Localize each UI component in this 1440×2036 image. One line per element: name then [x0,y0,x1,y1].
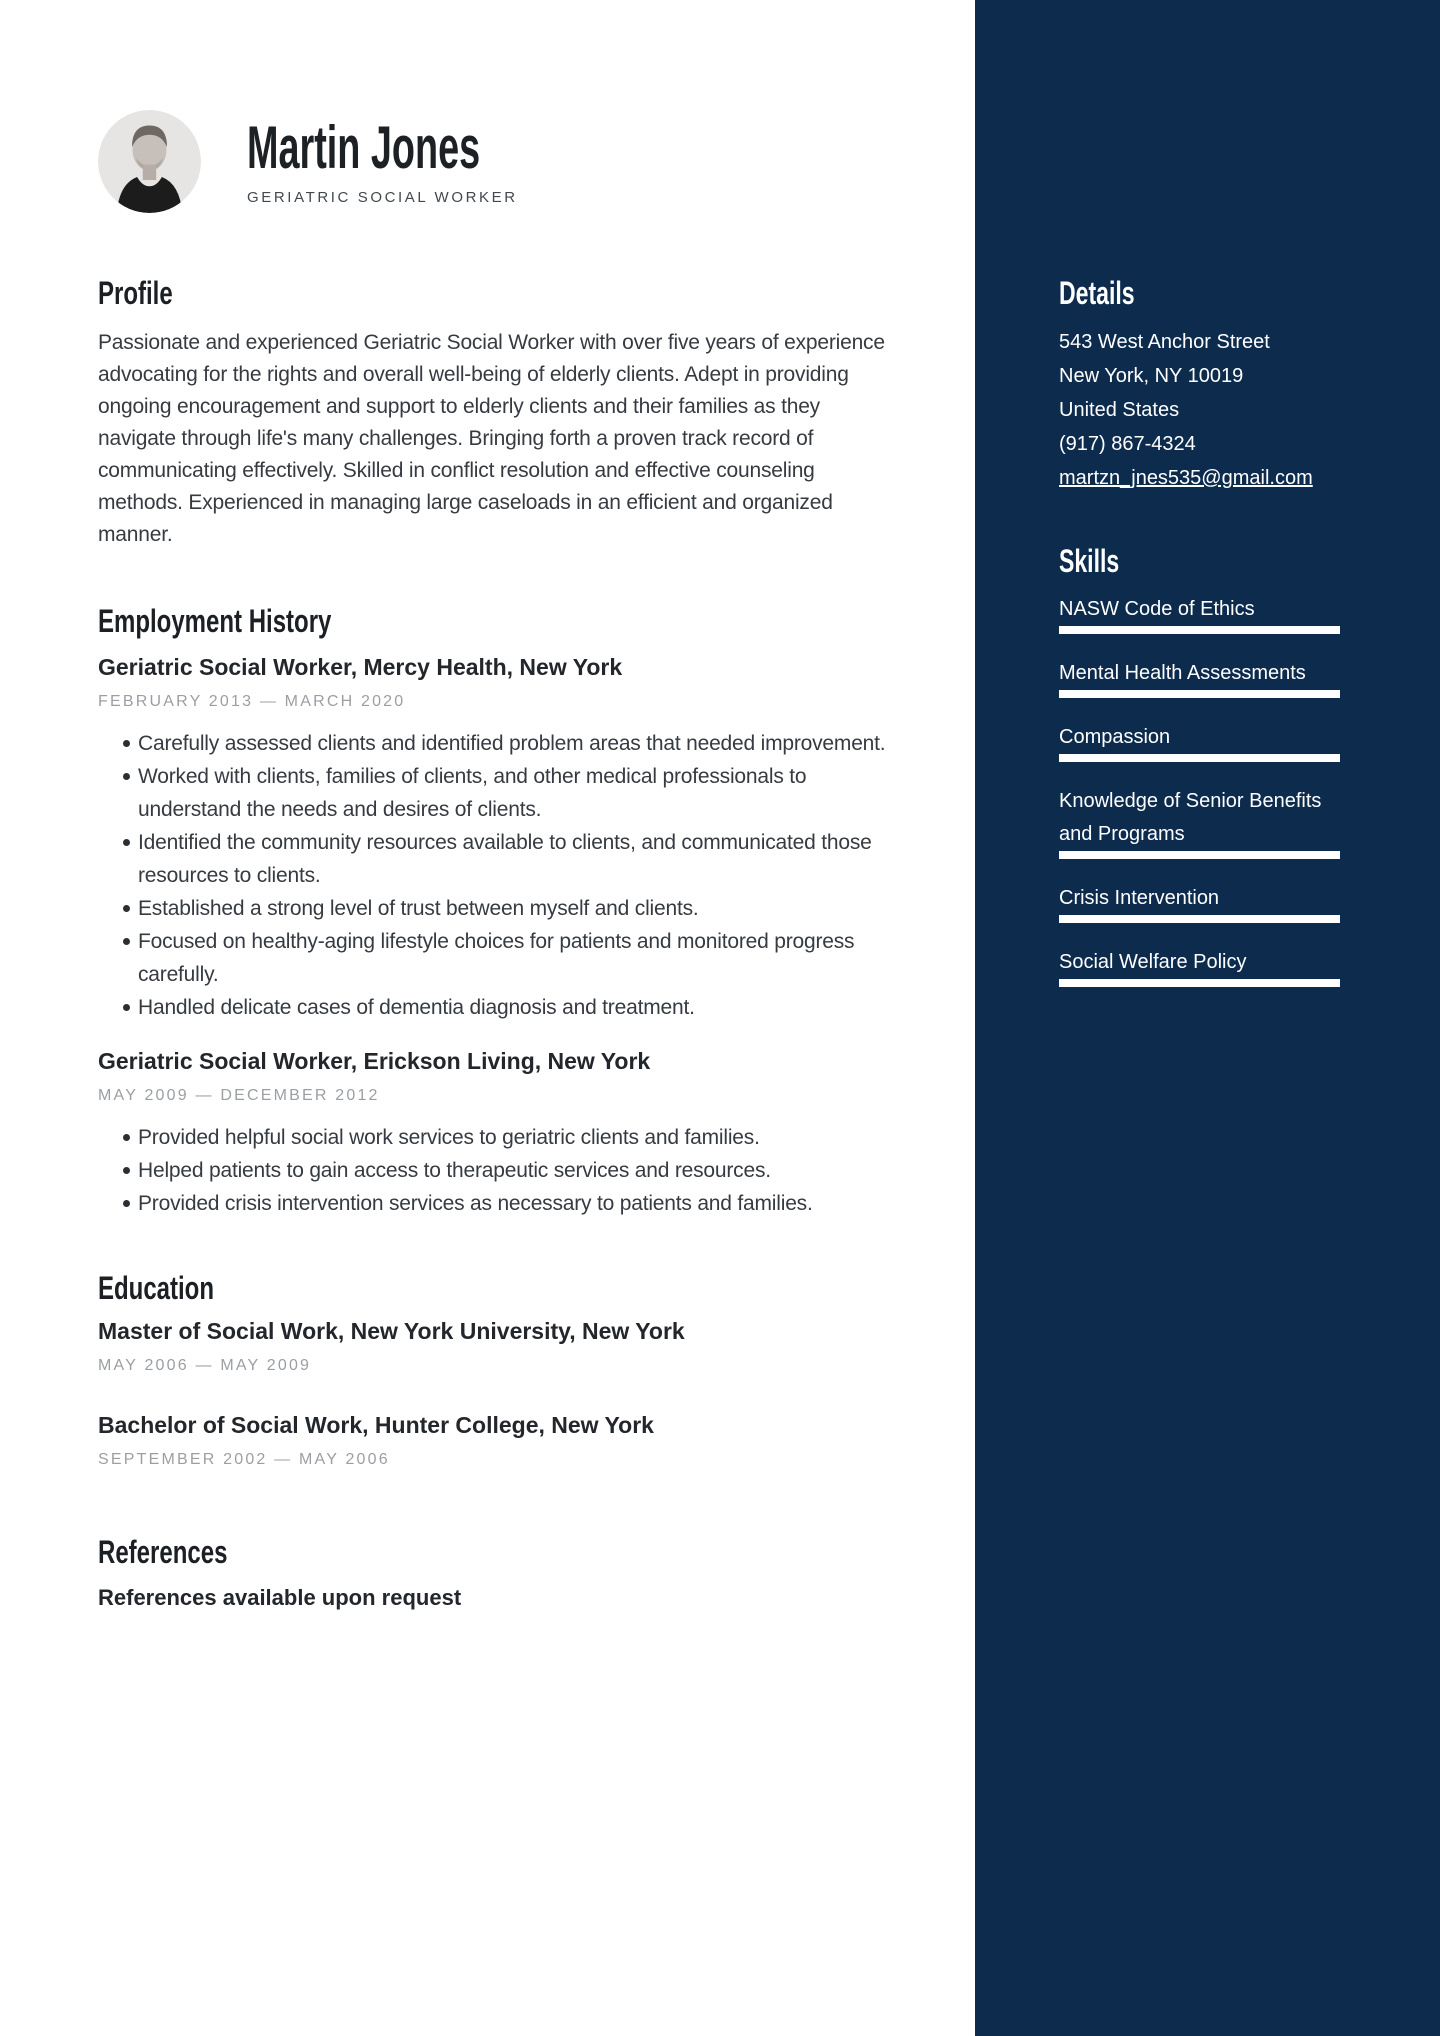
job-bullet: Provided helpful social work services to geriatric clients and families. [98,1121,900,1154]
job-bullet-list [98,1121,900,1220]
skills-list [1059,593,1340,987]
skill-label: Social Welfare Policy [1059,951,1247,973]
profile-photo [98,110,201,213]
person-name: Martin Jones [247,114,481,181]
education-title: Bachelor of Social Work, Hunter College, New York [98,1412,654,1438]
skill-level-bar [1059,915,1340,923]
skills-heading: Skills [1059,543,1120,579]
address-line-2: New York, NY 10019 [1059,365,1244,387]
profile-heading: Profile [98,275,173,311]
phone-number: (917) 867-4324 [1059,433,1196,455]
skill-item [1059,785,1340,859]
skill-label: Knowledge of Senior Benefits and Programs [1059,790,1322,845]
skill-label: Compassion [1059,726,1171,748]
header [98,110,900,213]
job-bullet-list [98,727,900,1024]
job-bullet: Carefully assessed clients and identified problem areas that needed improvement. [98,727,900,760]
education-entry [98,1318,900,1376]
job-bullet: Handled delicate cases of dementia diagnosis and treatment. [98,991,900,1024]
education-entry [98,1412,900,1470]
job-title: Geriatric Social Worker, Mercy Health, New York [98,654,623,680]
job-bullet: Worked with clients, families of clients, and other medical professionals to understand the needs and desires of clients. [98,760,900,826]
skill-item [1059,946,1340,987]
details-heading: Details [1059,275,1135,311]
skill-level-bar [1059,626,1340,634]
job-bullet: Established a strong level of trust between myself and clients. [98,892,900,925]
address-country: United States [1059,399,1180,421]
skill-label: NASW Code of Ethics [1059,598,1255,620]
skill-level-bar [1059,754,1340,762]
references-note: References available upon request [98,1585,462,1610]
sidebar [975,0,1440,2036]
education-title: Master of Social Work, New York University, New York [98,1318,685,1344]
education-heading: Education [98,1270,215,1306]
skill-level-bar [1059,979,1340,987]
skill-item [1059,721,1340,762]
education-section [98,1270,900,1470]
skills-section [1059,543,1340,987]
employment-heading: Employment History [98,603,332,639]
skill-item [1059,882,1340,923]
job-dates: FEBRUARY 2013 — MARCH 2020 [98,693,406,710]
job-bullet: Focused on healthy-aging lifestyle choices for patients and monitored progress carefully. [98,925,900,991]
skill-level-bar [1059,851,1340,859]
skill-label: Crisis Intervention [1059,887,1220,909]
address-line-1: 543 West Anchor Street [1059,331,1270,353]
job-entry [98,1048,900,1220]
profile-section [98,275,900,551]
employment-section [98,603,900,1220]
education-dates: MAY 2006 — MAY 2009 [98,1357,312,1374]
skill-level-bar [1059,690,1340,698]
skill-item [1059,593,1340,634]
identity-block [247,114,617,206]
job-dates: MAY 2009 — DECEMBER 2012 [98,1087,380,1104]
person-title: GERIATRIC SOCIAL WORKER [247,189,518,206]
email-link[interactable]: martzn_jnes535@gmail.com [1059,467,1313,489]
skill-label: Mental Health Assessments [1059,662,1306,684]
job-bullet: Helped patients to gain access to therapeutic services and resources. [98,1154,900,1187]
references-heading: References [98,1534,228,1570]
details-section [1059,275,1340,495]
skill-item [1059,657,1340,698]
job-title: Geriatric Social Worker, Erickson Living, New York [98,1048,651,1074]
education-dates: SEPTEMBER 2002 — MAY 2006 [98,1451,390,1468]
references-section [98,1534,900,1612]
job-bullet: Provided crisis intervention services as necessary to patients and families. [98,1187,900,1220]
job-entry [98,654,900,1024]
details-lines [1059,325,1340,495]
profile-text: Passionate and experienced Geriatric Social Worker with over five years of experience advocating for the rights and overall well-being of elderly clients. Adept in providing ongoing encouragement and support to elderly clients and their families as they navigate through life's many challenges. Bringing forth a proven track record of communicating effectively. Skilled in conflict resolution and effective counseling methods. Experienced in managing large caseloads in an efficient and organized manner. [98,331,885,546]
portrait-illustration [98,110,201,213]
job-bullet: Identified the community resources available to clients, and communicated those resources to clients. [98,826,900,892]
